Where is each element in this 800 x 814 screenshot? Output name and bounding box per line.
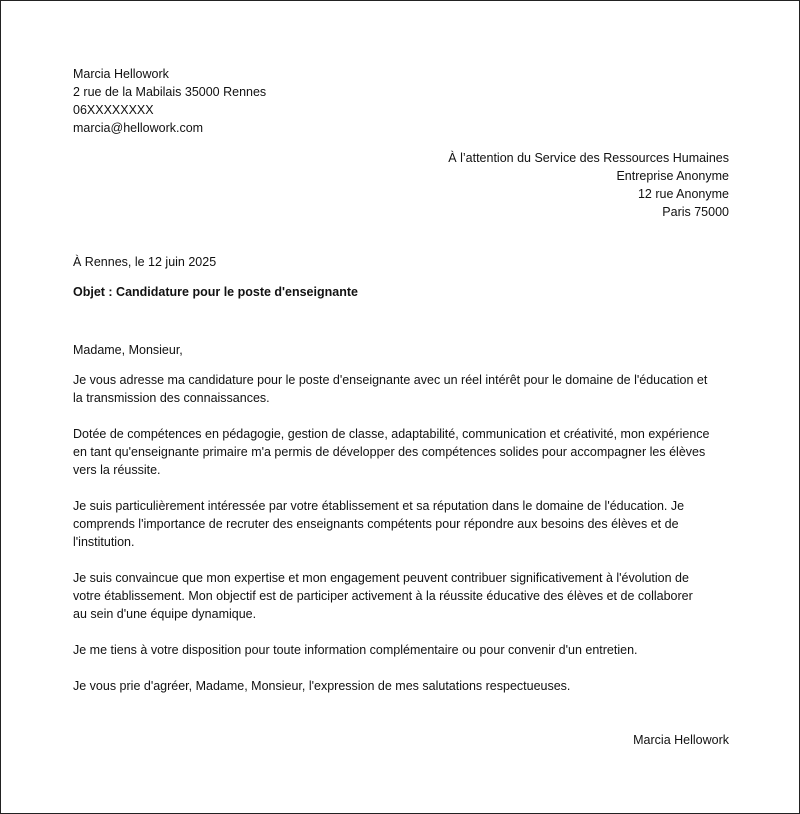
paragraph-line: comprends l'importance de recruter des enseignants compétents pour répondre aux besoins des élèves et de xyxy=(73,517,679,531)
paragraph-line: vers la réussite. xyxy=(73,463,161,477)
signature: Marcia Hellowork xyxy=(633,733,729,747)
paragraph-line: au sein d'une équipe dynamique. xyxy=(73,607,257,621)
paragraph-1 xyxy=(73,371,729,407)
subject-line: Objet : Candidature pour le poste d'enseignante xyxy=(73,285,358,299)
paragraph-line: Je vous prie d'agréer, Madame, Monsieur, l'expression de mes salutations respectueuses. xyxy=(73,679,571,693)
recipient-attention: À l’attention du Service des Ressources Humaines xyxy=(448,151,729,165)
paragraph-line: en tant qu'enseignante primaire m'a permis de développer des compétences solides pour accompagner les élèves xyxy=(73,445,706,459)
paragraph-line: Dotée de compétences en pédagogie, gestion de classe, adaptabilité, communication et créativité, mon expérience xyxy=(73,427,710,441)
paragraph-line: Je suis particulièrement intéressée par votre établissement et sa réputation dans le domaine de l'éducation. Je xyxy=(73,499,685,513)
paragraph-line: Je vous adresse ma candidature pour le poste d'enseignante avec un réel intérêt pour le domaine de l'éducation et xyxy=(73,373,708,387)
paragraph-3 xyxy=(73,497,729,551)
recipient-city: Paris 75000 xyxy=(662,205,729,219)
greeting: Madame, Monsieur, xyxy=(73,343,183,357)
paragraph-4 xyxy=(73,569,729,623)
recipient-street: 12 rue Anonyme xyxy=(637,187,729,201)
recipient-company: Entreprise Anonyme xyxy=(616,169,729,183)
paragraph-line: l'institution. xyxy=(73,535,135,549)
date-line: À Rennes, le 12 juin 2025 xyxy=(73,255,217,269)
paragraph-5 xyxy=(73,641,729,659)
sender-address: 2 rue de la Mabilais 35000 Rennes xyxy=(73,85,267,99)
paragraph-line: Je suis convaincue que mon expertise et mon engagement peuvent contribuer significativement à l'évolution de xyxy=(73,571,689,585)
paragraph-2 xyxy=(73,425,729,479)
sender-block xyxy=(73,65,729,137)
sender-phone: 06XXXXXXXX xyxy=(73,103,154,117)
paragraph-6 xyxy=(73,677,729,695)
paragraph-line: la transmission des connaissances. xyxy=(73,391,270,405)
sender-name: Marcia Hellowork xyxy=(73,67,169,81)
paragraph-line: Je me tiens à votre disposition pour toute information complémentaire ou pour convenir d'un entretien. xyxy=(73,643,638,657)
recipient-block xyxy=(73,149,729,221)
paragraph-line: votre établissement. Mon objectif est de participer activement à la réussite éducative des élèves et de collaborer xyxy=(73,589,693,603)
sender-email: marcia@hellowork.com xyxy=(73,121,204,135)
